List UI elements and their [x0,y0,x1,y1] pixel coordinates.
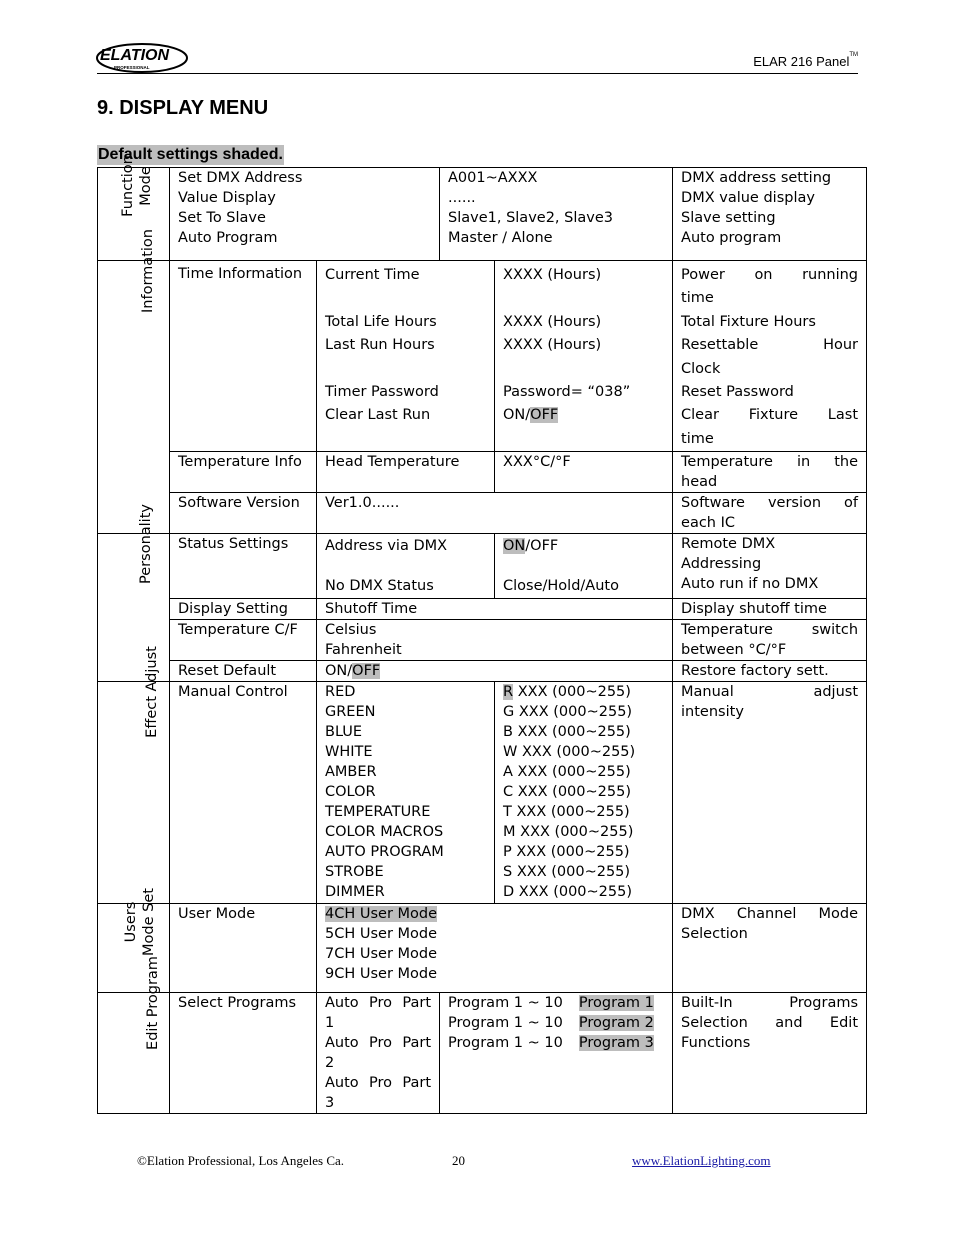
menu-item: Address via DMX [325,538,448,555]
channel-value: T XXX (000~255) [503,804,630,821]
manual-control-desc [673,682,867,904]
head-temperature-item: Head Temperature [317,452,495,493]
user-mode-row [98,904,867,993]
program-ranges [440,993,673,1114]
channel-name: STROBE [325,864,384,881]
menu-item: Current Time [325,267,420,283]
status-settings-row [98,534,867,599]
menu-desc: Slave setting [681,210,776,226]
user-mode-default: 4CH User Mode [325,906,438,923]
reset-default-value [317,661,673,682]
function-mode-side [98,155,170,261]
software-version-desc [673,493,867,534]
channel-name: WHITE [325,744,373,761]
temperature-cf-values [317,620,673,661]
menu-item: Set To Slave [178,210,266,226]
desc-word: DMX [681,906,715,923]
channel-name: GREEN [325,704,376,721]
display-setting-label: Display Setting [170,599,317,620]
elation-logo [96,38,188,74]
menu-desc [681,404,858,427]
desc-word: on [754,267,773,283]
menu-value [503,404,664,427]
menu-value: XXXX (Hours) [503,313,602,330]
logo-subtext: PROFESSIONAL [114,65,150,70]
desc-word: Channel [736,906,797,923]
part-number: 1 [325,1015,335,1032]
software-version-row [98,493,867,534]
channel-value: XXX (000~255) [513,684,631,701]
footer-copyright: ©Elation Professional, Los Angeles Ca. [137,1153,345,1168]
status-settings-items [317,534,495,599]
temperature-info-desc [673,452,867,493]
software-version-value: Ver1.0...... [317,493,673,534]
menu-item: Clear Last Run [325,407,431,424]
header-rule [97,73,858,74]
reset-default-row [98,661,867,682]
desc-word: Edit [829,1015,859,1032]
user-mode-option: 9CH User Mode [325,966,438,983]
time-information-values [495,261,673,452]
desc-word: Selection [681,1015,748,1032]
desc-word: between °C/°F [681,642,787,659]
channel-name: DIMMER [325,884,385,901]
menu-desc: Addressing [681,556,762,573]
menu-value: Slave1, Slave2, Slave3 [448,210,613,226]
side-label: Users [122,901,139,943]
display-setting-row [98,599,867,620]
desc-word: switch [811,622,859,639]
side-label: Edit Program [144,956,161,1051]
desc-word: intensity [681,704,744,721]
display-menu-table [97,155,867,1114]
desc-word: head [681,474,718,491]
option-off-default: OFF [530,407,559,424]
program-range: Program 1 ~ 10 [448,1035,563,1052]
option-off: /OFF [525,538,559,555]
desc-word: and [775,1015,803,1032]
side-label: Information [139,229,156,313]
software-version-label: Software Version [170,493,317,534]
function-mode-items [170,168,440,261]
trademark-mark: TM [849,52,858,58]
menu-value: ...... [448,190,476,206]
reset-default-label: Reset Default [170,661,317,682]
part-word: Auto [325,995,359,1012]
desc-word: Temperature [681,622,773,639]
program-line [448,993,664,1013]
function-mode-descs [673,168,867,261]
edit-program-row [98,993,867,1114]
part-word: Pro [369,1035,393,1052]
desc-word: of [844,495,859,512]
channel-value: P XXX (000~255) [503,844,630,861]
part-word: Auto [325,1035,359,1052]
desc-word: Last [827,407,859,424]
section-title: 9. DISPLAY MENU [97,97,269,119]
channel-name: AMBER [325,764,377,781]
effect-adjust-side [98,646,170,904]
menu-value: A001~AXXX [448,170,538,186]
desc-word: Selection [681,926,748,943]
channel-name: BLUE [325,724,363,741]
time-information-descs [673,261,867,452]
select-programs-label: Select Programs [170,993,317,1114]
document-title [753,54,858,69]
menu-item: Timer Password [325,384,439,401]
menu-item: Auto Program [178,230,278,246]
display-setting-value: Shutoff Time [317,599,673,620]
status-settings-values [495,534,673,599]
desc-word: adjust [813,684,859,701]
menu-desc: time [681,430,714,447]
manual-control-values [495,682,673,904]
menu-desc: DMX address setting [681,170,832,186]
menu-item: No DMX Status [325,578,434,595]
channel-value: A XXX (000~255) [503,764,631,781]
manual-control-channels [317,682,495,904]
program-default: Program 3 [578,1035,654,1052]
part-word: Part [402,995,431,1012]
channel-letter-default: R [503,684,514,701]
menu-value: Celsius [325,622,377,639]
desc-word: the [834,454,859,471]
program-range: Program 1 ~ 10 [448,1015,563,1032]
desc-word: Fixture [748,407,799,424]
part-word: Auto [325,1075,359,1092]
part-word: Part [402,1075,431,1092]
menu-desc: time [681,290,714,307]
user-mode-label: User Mode [170,904,317,993]
temperature-cf-label: Temperature C/F [170,620,317,661]
manual-control-row [98,682,867,904]
desc-word: Hour [823,337,859,354]
edit-program-side [98,956,170,1114]
desc-word: Power [681,267,725,283]
menu-value: XXXX (Hours) [503,267,602,283]
channel-name: COLOR [325,784,376,801]
channel-name: COLOR MACROS [325,824,444,841]
temperature-cf-desc [673,620,867,661]
user-mode-option: 7CH User Mode [325,946,438,963]
desc-word: Built-In [681,995,733,1012]
status-settings-descs [673,534,867,599]
page-number: 20 [452,1153,465,1168]
website-link[interactable]: www.ElationLighting.com [632,1153,771,1168]
channel-value: M XXX (000~255) [503,824,634,841]
option-on-default: ON [503,538,526,555]
program-range: Program 1 ~ 10 [448,995,563,1012]
user-mode-options [317,904,673,993]
temperature-info-label: Temperature Info [170,452,317,493]
menu-desc: Reset Password [681,384,794,401]
channel-value: W XXX (000~255) [503,744,636,761]
manual-control-label: Manual Control [170,682,317,904]
temperature-info-row [98,452,867,493]
function-mode-values [440,168,673,261]
menu-desc: Total Fixture Hours [681,313,816,330]
desc-word: Resettable [681,337,759,354]
channel-value: G XXX (000~255) [503,704,633,721]
menu-item: Value Display [178,190,276,206]
user-mode-option: 5CH User Mode [325,926,438,943]
channel-value: C XXX (000~255) [503,784,631,801]
desc-word: each IC [681,515,736,532]
channel-value: B XXX (000~255) [503,724,631,741]
display-setting-desc: Display shutoff time [673,599,867,620]
program-line [448,1013,664,1033]
desc-word: in [796,454,811,471]
desc-word: Functions [681,1035,751,1052]
menu-desc [681,334,858,357]
function-mode-row [98,168,867,261]
logo-text: ELATION [100,47,170,64]
menu-desc: Remote DMX [681,536,776,553]
time-information-row [98,261,867,452]
menu-value: XXXX (Hours) [503,337,602,354]
part-word: Pro [369,1075,393,1092]
desc-word: Mode [818,906,859,923]
menu-value: Master / Alone [448,230,553,246]
reset-default-desc: Restore factory sett. [673,661,867,682]
document-title-text: ELAR 216 Panel [753,54,850,69]
side-label: Mode [137,166,154,206]
desc-word: Manual [681,684,734,701]
user-mode-desc [673,904,867,993]
menu-desc: Clock [681,360,721,377]
menu-item: Last Run Hours [325,337,435,354]
channel-value: S XXX (000~255) [503,864,631,881]
menu-value: Close/Hold/Auto [503,578,619,595]
desc-word: Clear [681,407,719,424]
time-information-items [317,261,495,452]
part-number: 3 [325,1095,335,1112]
desc-word: Software [681,495,745,512]
auto-pro-parts [317,993,440,1114]
desc-word: Temperature [681,454,773,471]
part-word: Part [402,1035,431,1052]
head-temperature-value: XXX°C/°F [495,452,673,493]
menu-desc: Auto program [681,230,782,246]
option-off-default: OFF [352,663,381,680]
side-label: Effect Adjust [143,646,160,739]
status-settings-label: Status Settings [170,534,317,599]
side-label: Mode Set [140,888,157,957]
option-on: ON/ [503,407,531,424]
time-information-label: Time Information [170,261,317,452]
program-default: Program 1 [578,995,654,1012]
desc-word: version [767,495,822,512]
channel-name: AUTO PROGRAM [325,844,444,861]
menu-desc [681,264,858,287]
side-label: Function [119,155,136,217]
menu-value: Password= “038” [503,384,631,401]
part-number: 2 [325,1055,335,1072]
channel-name: TEMPERATURE [325,804,431,821]
channel-value: D XXX (000~255) [503,884,633,901]
edit-program-desc [673,993,867,1114]
option-on: ON/ [325,663,353,680]
program-line [448,1033,664,1053]
program-default: Program 2 [578,1015,654,1032]
desc-word: running [802,267,859,283]
desc-word: Programs [789,995,859,1012]
menu-value: Fahrenheit [325,642,402,659]
part-word: Pro [369,995,393,1012]
menu-desc: Auto run if no DMX [681,576,819,593]
temperature-cf-row [98,620,867,661]
default-shaded-note: Default settings shaded. [98,146,283,163]
menu-item: Set DMX Address [178,170,303,186]
information-side [98,229,170,534]
side-label: Personality [137,504,154,585]
menu-item: Total Life Hours [325,313,437,330]
menu-desc: DMX value display [681,190,815,206]
channel-name: RED [325,684,356,701]
